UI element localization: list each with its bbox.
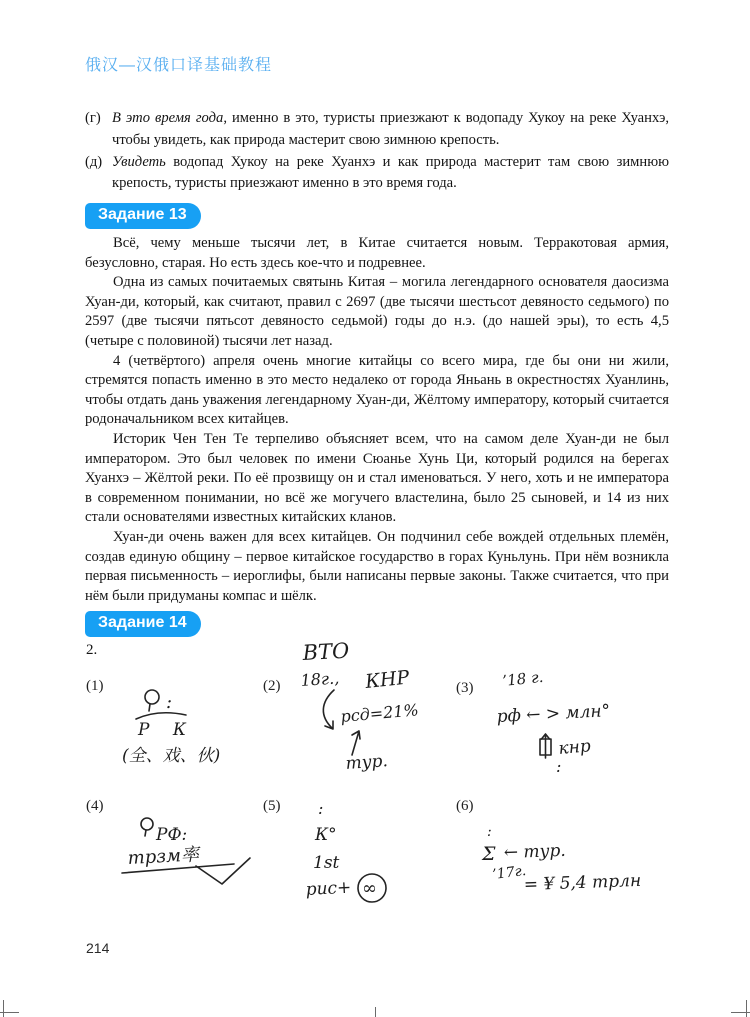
handwriting-colon: : bbox=[166, 692, 173, 713]
person-pin-tail-2 bbox=[145, 830, 146, 836]
task-13-badge: Задание 13 bbox=[85, 203, 201, 229]
infinity-glyph: ∞ bbox=[362, 878, 377, 899]
person-pin-tail bbox=[149, 704, 150, 711]
task-13-text bbox=[85, 234, 669, 606]
handwriting-k-deg: К° bbox=[315, 825, 337, 845]
person-pin-icon-2 bbox=[141, 818, 153, 830]
answer-label: (г) bbox=[85, 110, 101, 126]
handwriting-tur: тур. bbox=[344, 751, 389, 774]
overline-arc bbox=[136, 713, 186, 719]
answer-item-d bbox=[85, 152, 669, 196]
handwriting-colon-2: : bbox=[556, 757, 562, 776]
paragraph: Хуан-ди очень важен для всех китайцев. Он подчинил себе вождей отдельных племён, создав единую общину – первое китайское государство в горах Куньлунь. При нём возникла первая письменность – иероглифы, были написаны первые законы. Также считается, что при нём были придуманы компас и шёлк. bbox=[85, 528, 669, 604]
crop-mark-bottom-left-v bbox=[3, 1000, 4, 1017]
handwriting-rf-mln: рф ← > млн° bbox=[496, 701, 611, 727]
paragraph: Одна из самых почитаемых святынь Китая – могила легендарного основателя даосизма Хуан-ди, который, как считают, правил с 2697 (две тысячи шестьсот девяносто седьмого) по 2597 (две тысячи пятьсот девяносто седьмой) годы до н.э. (до нашей эры), то есть 4,5 (четыре с половиной) тысячи лет назад. bbox=[85, 274, 669, 349]
exercise-number: 2. bbox=[86, 642, 98, 658]
handwriting-pk: Р К bbox=[138, 720, 195, 740]
handwriting-year-18b: ’18 г. bbox=[501, 667, 545, 690]
page-number: 214 bbox=[86, 940, 110, 956]
crop-mark-bottom-center bbox=[375, 1007, 376, 1017]
answer-item-g bbox=[85, 108, 669, 152]
answer-text bbox=[112, 154, 669, 192]
paragraph: Всё, чему меньше тысячи лет, в Китае считается новым. Терракотовая армия, безусловно, старая. Но есть здесь кое-что и подревнее. bbox=[85, 235, 669, 271]
crop-mark-bottom-right-v bbox=[746, 1000, 747, 1017]
handwriting-colon-3: : bbox=[318, 799, 324, 818]
cell-label-6: (6) bbox=[456, 798, 474, 814]
check-swoosh bbox=[196, 858, 250, 884]
book-title: 俄汉—汉俄口译基础教程 bbox=[85, 57, 273, 74]
answer-lead-italic: Увидеть bbox=[112, 153, 166, 170]
cell-label-1: (1) bbox=[86, 678, 104, 694]
task-14-badge: Задание 14 bbox=[85, 611, 201, 637]
handwriting-knr: КНР bbox=[364, 666, 411, 693]
cell-label-4: (4) bbox=[86, 798, 104, 814]
answer-rest: водопад Хукоу на реке Хуанхэ и как природа мастерит там свою зимнюю крепость, туристы приезжают именно в это время года. bbox=[112, 153, 669, 192]
handwriting-arrow-tur: ← тур. bbox=[503, 840, 567, 863]
answer-text bbox=[112, 110, 669, 148]
handwriting-knr-2: кнр bbox=[557, 736, 592, 759]
answer-list bbox=[85, 108, 669, 195]
paragraph: Историк Чен Тен Те терпеливо объясняет всем, что на самом деле Хуан-ди не был императором. Это был человек по имени Сюанье Хунь Ци, который родился на берегах Хуанхэ – Жёлтой реки. По её прозвищу он и стал именоваться. У него, хоть и не императора в современном понимании, но всё же могучего властелина, было 25 сыновей, и 14 из них стали основателями известных китайских кланов. bbox=[85, 430, 669, 526]
handwriting-sigma: Σ bbox=[482, 843, 496, 865]
handwriting-formula: рсд=21% bbox=[339, 700, 420, 726]
handwriting-rf: РФ: bbox=[156, 825, 188, 845]
handwriting-trzm: трзм率 bbox=[127, 844, 200, 869]
answer-lead-italic: В это время года bbox=[112, 110, 224, 126]
person-pin-icon bbox=[145, 690, 159, 704]
handwritten-notes-canvas bbox=[0, 618, 750, 948]
cell-label-2: (2) bbox=[263, 678, 281, 694]
curved-down-arrow bbox=[323, 690, 334, 729]
handwriting-1st: 1st bbox=[313, 853, 340, 873]
answer-rest: , именно в это, туристы приезжают к водопаду Хукоу на реке Хуанхэ, чтобы увидеть, как природа мастерит свою зимнюю крепость. bbox=[112, 110, 669, 148]
up-arrow bbox=[352, 731, 360, 755]
answer-label: (д) bbox=[85, 153, 103, 170]
handwriting-hanzi: (全、戏、伙) bbox=[122, 746, 221, 766]
cell-label-3: (3) bbox=[456, 680, 474, 696]
handwriting-wto: ВТО bbox=[302, 638, 350, 665]
handwriting-ris: рис+ bbox=[305, 877, 352, 900]
handwriting-year-18: 18г., bbox=[299, 668, 340, 690]
crop-mark-bottom-left-h bbox=[0, 1012, 19, 1013]
cell-label-5: (5) bbox=[263, 798, 281, 814]
handwriting-year-17: ’17г. bbox=[491, 862, 528, 883]
handwriting-amount: = ¥ 5,4 трлн bbox=[523, 870, 642, 895]
paragraph: 4 (четвёртого) апреля очень многие китайцы со всего мира, где бы они ни жили, стремятся попасть именно в это место недалеко от города Яньань в окрестностях Хуанлинь, чтобы отдать дань уважения легендарному Хуан-ди, Жёлтому императору, который считается родоначальником всех китайцев. bbox=[85, 352, 669, 428]
crop-mark-bottom-right-h bbox=[731, 1012, 750, 1013]
handwriting-colon-4: : bbox=[487, 824, 492, 840]
